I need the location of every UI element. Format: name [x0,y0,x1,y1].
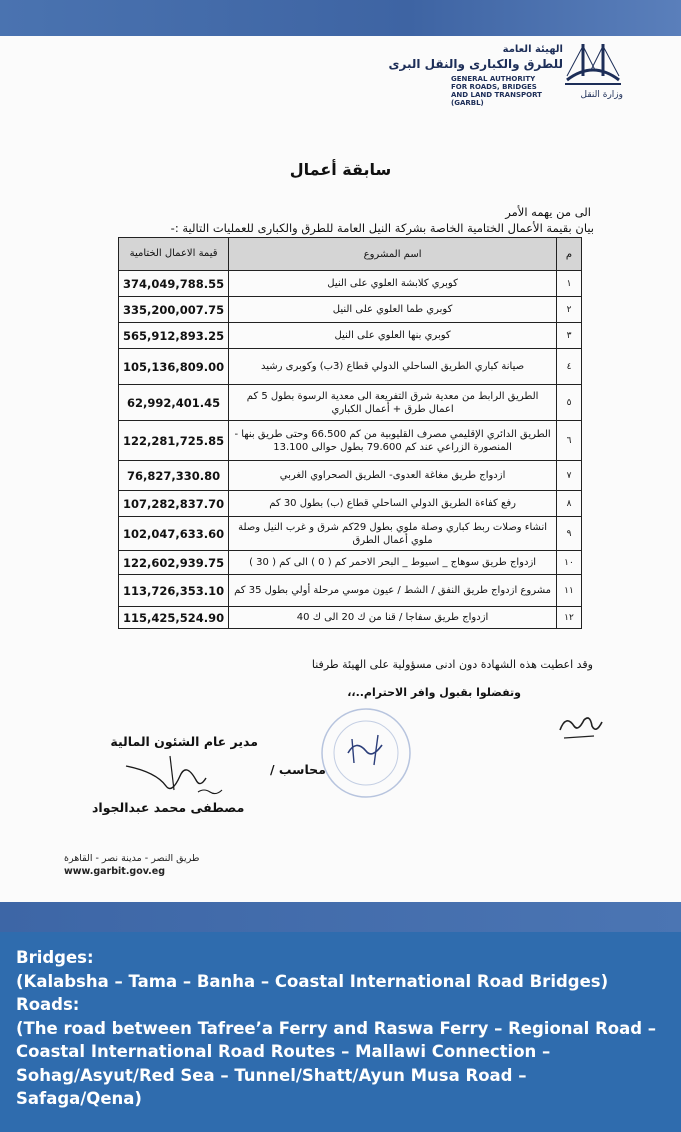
row-project: ازدواج طريق سوهاج _ اسيوط _ البحر الاحمر كم ( 0 ) الى كم ( 30 ) [229,551,557,575]
footer-website: www.garbit.gov.eg [64,866,166,877]
table-row [119,575,582,607]
row-project: انشاء وصلات ربط كباري وصلة ملوي بطول 29كم شرق و غرب النيل وصلة ملوي أعمال الطرق [229,517,557,551]
row-value: 62,992,401.45 [119,385,229,421]
row-num: ٦ [557,421,582,461]
row-num: ٩ [557,517,582,551]
row-value: 565,912,893.25 [119,323,229,349]
row-value: 76,827,330.80 [119,461,229,491]
director-signature [120,752,230,802]
projects-table [118,237,582,629]
table-row [119,297,582,323]
intro-text: بيان بقيمة الأعمال الختامية الخاصة بشركة النيل العامة للطرق والكبارى للعمليات التالية :- [170,221,594,235]
row-num: ١١ [557,575,582,607]
logo-english-text [451,75,561,107]
row-value: 105,136,809.00 [119,349,229,385]
row-project: الطريق الدائري الإقليمي مصرف القليوبية من كم 66.500 وحتى طريق بنها - المنصورة الزراعي عند كم 79.600 بطول حوالى 13.100 [229,421,557,461]
row-project: الطريق الرابط من معدية شرق التفريعة الى معدية الرسوة بطول 5 كم اعمال طرق + أعمال الكباري [229,385,557,421]
finance-director-block [88,734,258,749]
row-num: ٥ [557,385,582,421]
row-num: ١٠ [557,551,582,575]
row-value: 122,602,939.75 [119,551,229,575]
caption-line: Sohag/Asyut/Red Sea – Tunnel/Shatt/Ayun Musa Road – [16,1065,527,1085]
certificate-disclaimer: وقد اعطيت هذه الشهادة دون ادنى مسؤولية على الهيئة طرفنا [311,658,593,671]
row-value: 102,047,633.60 [119,517,229,551]
garbl-logo [388,40,623,138]
table-row [119,461,582,491]
logo-arabic-line-2: للطرق والكبارى والنقل البرى [388,57,563,71]
row-project: رفع كفاءة الطريق الدولي الساحلي قطاع (ب) بطول 30 كم [229,491,557,517]
top-scan-border [0,0,681,36]
header-value: قيمة الاعمال الختامية [119,238,229,271]
table-row [119,517,582,551]
table-row [119,349,582,385]
row-project: كوبري طما العلوي على النيل [229,297,557,323]
official-stamp [318,705,414,801]
row-value: 374,049,788.55 [119,271,229,297]
signatory-title: مدير عام الشئون المالية [110,734,258,749]
row-num: ٢ [557,297,582,323]
logo-en-line-1: GENERAL AUTHORITY [451,75,536,83]
row-num: ٣ [557,323,582,349]
row-value: 107,282,837.70 [119,491,229,517]
header-num: م [557,238,582,271]
bridge-icon [565,40,621,86]
salutation: الى من يهمه الأمر [505,205,591,219]
logo-arabic-line-1: الهيئة العامة [502,44,563,55]
row-num: ٨ [557,491,582,517]
table-row [119,607,582,629]
table-row [119,323,582,349]
row-project: كوبري كلابشة العلوي على النيل [229,271,557,297]
row-project: كوبري بنها العلوي على النيل [229,323,557,349]
logo-ministry-text: وزارة النقل [580,90,623,100]
table-row [119,271,582,297]
page-title: سابقة أعمال [289,160,392,179]
caption-line: Bridges: [16,948,94,967]
closing-regards: وتفضلوا بقبول وافر الاحترام..،، [347,686,521,699]
bottom-scan-border [0,902,681,932]
row-value: 115,425,524.90 [119,607,229,629]
row-num: ٧ [557,461,582,491]
table-header-row [119,238,582,271]
row-value: 113,726,353.10 [119,575,229,607]
initials-signature [556,712,604,742]
header-project: اسم المشروع [229,238,557,271]
signatory-name: مصطفى محمد عبدالجواد [92,800,245,815]
caption-line: (The road between Tafree’a Ferry and Raswa Ferry – Regional Road – [16,1018,657,1038]
english-caption [0,932,681,1132]
row-num: ١٢ [557,607,582,629]
row-project: صيانة كباري الطريق الساحلي الدولي قطاع (3ب) وكوبرى رشيد [229,349,557,385]
accountant-label: محاسب / [270,762,326,777]
caption-line: (Kalabsha – Tama – Banha – Coastal International Road Bridges) [16,971,609,991]
row-value: 335,200,007.75 [119,297,229,323]
row-project: مشروع ازدواج طريق النفق / الشط / عيون موسي مرحلة أولي بطول 35 كم [229,575,557,607]
caption-line: Roads: [16,995,80,1014]
caption-line: Coastal International Road Routes – Mallawi Connection – [16,1042,551,1061]
row-project: ازدواج طريق سفاجا / قنا من ك 20 الى ك 40 [229,607,557,629]
logo-en-line-3: AND LAND TRANSPORT (GARBL) [451,91,542,107]
logo-en-line-2: FOR ROADS, BRIDGES [451,83,537,91]
table-row [119,421,582,461]
table-row [119,385,582,421]
row-value: 122,281,725.85 [119,421,229,461]
row-num: ٤ [557,349,582,385]
table-row [119,551,582,575]
row-num: ١ [557,271,582,297]
table-row [119,491,582,517]
row-project: ازدواج طريق مغاغة العدوى- الطريق الصحراوي الغربي [229,461,557,491]
footer-address: طريق النصر - مدينة نصر - القاهرة [64,853,200,864]
caption-line: Safaga/Qena) [16,1089,142,1108]
